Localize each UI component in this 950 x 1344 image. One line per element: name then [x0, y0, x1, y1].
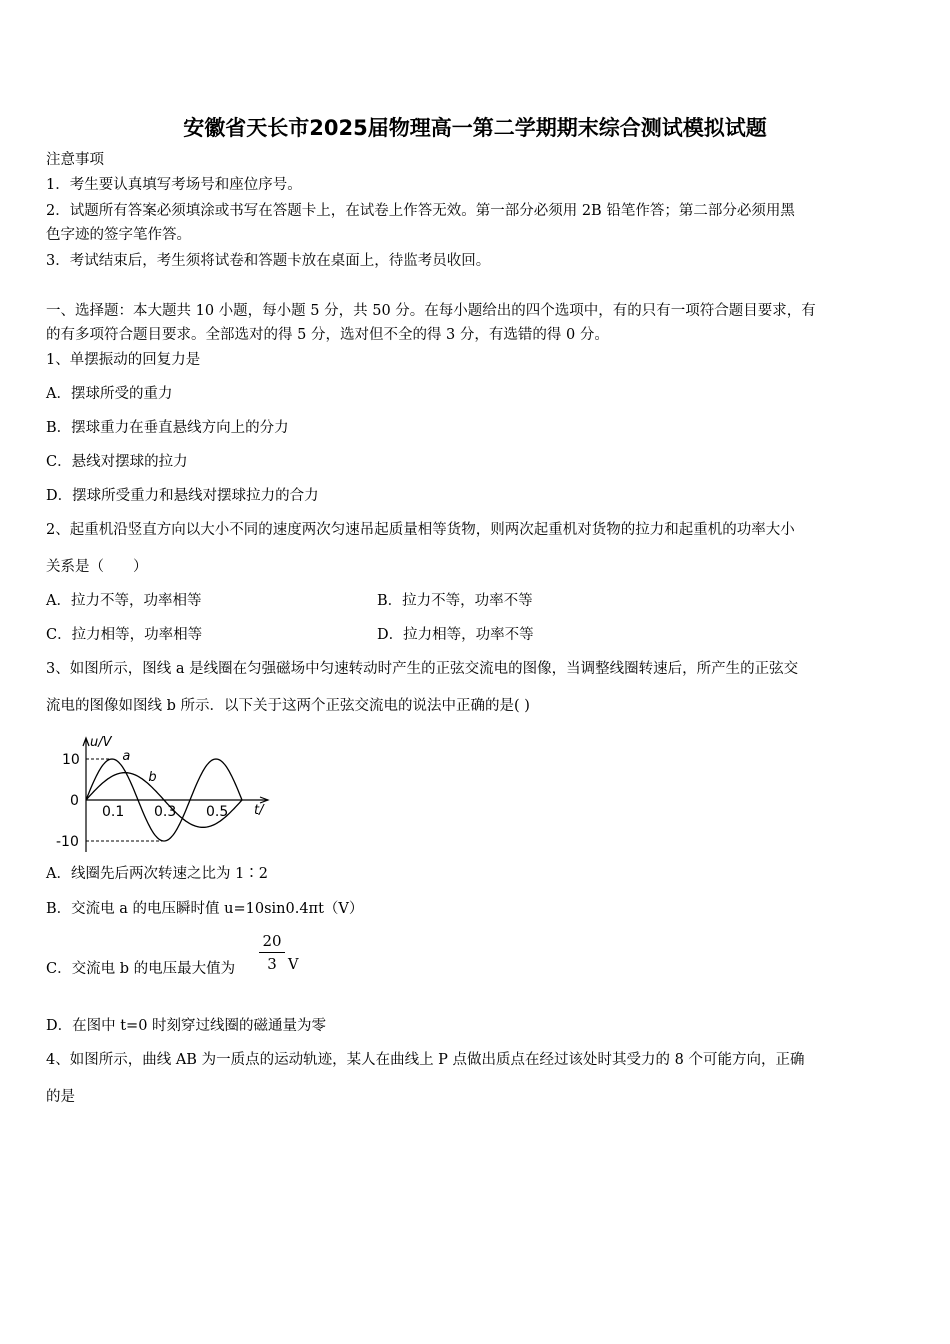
- series-b-label: b: [148, 770, 157, 786]
- q3-option-c-unit: V: [288, 957, 299, 973]
- q3-option-a: A．线圈先后两次转速之比为 1∶2: [46, 866, 269, 882]
- q1-option-b: B．摆球重力在垂直悬线方向上的分力: [46, 420, 289, 436]
- q3-option-d: D．在图中 t=0 时刻穿过线圈的磁通量为零: [46, 1018, 327, 1034]
- q1-option-d: D．摆球所受重力和悬线对摆球拉力的合力: [46, 488, 319, 504]
- notice-heading: 注意事项: [46, 152, 104, 168]
- notice-item-2-line-1: 2．试题所有答案必须填涂或书写在答题卡上，在试卷上作答无效。第一部分必须用 2B 铅笔作答；第二部分必须用黑: [46, 203, 795, 219]
- q3-option-b: B．交流电 a 的电压瞬时值 u=10sin0.4πt（V）: [46, 901, 364, 917]
- sine-wave-chart: [50, 730, 290, 855]
- y-tick-label: 10: [62, 752, 80, 768]
- q1-option-c: C．悬线对摆球的拉力: [46, 454, 188, 470]
- y-tick-label: 0: [70, 793, 79, 809]
- q1-option-a: A．摆球所受的重力: [46, 386, 173, 402]
- page-title: 安徽省天长市2025届物理高一第二学期期末综合测试模拟试题: [183, 116, 767, 140]
- notice-item-3: 3．考试结束后，考生须将试卷和答题卡放在桌面上，待监考员收回。: [46, 253, 491, 269]
- q2-option-c: C．拉力相等，功率相等: [46, 627, 203, 643]
- y-axis-label: u/V: [90, 735, 112, 750]
- q2-option-b: B．拉力不等，功率不等: [377, 593, 533, 609]
- q2-stem-line-1: 2、起重机沿竖直方向以大小不同的速度两次匀速吊起质量相等货物，则两次起重机对货物的拉力和起重机的功率大小: [46, 522, 795, 538]
- q3-stem-line-2: 流电的图像如图线 b 所示．以下关于这两个正弦交流电的说法中正确的是( ): [46, 698, 530, 714]
- section-intro-line-1: 一、选择题：本大题共 10 小题，每小题 5 分，共 50 分。在每小题给出的四个选项中，有的只有一项符合题目要求，有: [46, 303, 816, 319]
- q4-stem-line-2: 的是: [46, 1089, 75, 1105]
- q2-stem-line-2: 关系是（ ）: [46, 559, 148, 575]
- x-tick-label: 0.3: [154, 804, 177, 820]
- x-tick-label: 0.1: [102, 804, 125, 820]
- section-intro-line-2: 的有多项符合题目要求。全部选对的得 5 分，选对但不全的得 3 分，有选错的得 0 分。: [46, 327, 609, 343]
- notice-item-1: 1．考生要认真填写考场号和座位序号。: [46, 177, 302, 193]
- q2-option-a: A．拉力不等，功率相等: [46, 593, 202, 609]
- fraction-denominator: 3: [267, 955, 277, 973]
- y-tick-label: -10: [56, 834, 79, 850]
- q3-option-c-prefix: C．交流电 b 的电压最大值为: [46, 961, 236, 977]
- q4-stem-line-1: 4、如图所示，曲线 AB 为一质点的运动轨迹，某人在曲线上 P 点做出质点在经过该处时其受力的 8 个可能方向，正确: [46, 1052, 805, 1068]
- q1-stem: 1、单摆振动的回复力是: [46, 352, 201, 368]
- q3-stem-line-1: 3、如图所示，图线 a 是线圈在匀强磁场中匀速转动时产生的正弦交流电的图像，当调整线圈转速后，所产生的正弦交: [46, 661, 799, 677]
- fraction-numerator: 20: [259, 932, 285, 953]
- series-a-label: a: [122, 748, 131, 764]
- x-tick-label: 0.5: [206, 804, 229, 820]
- q2-option-d: D．拉力相等，功率不等: [377, 627, 534, 643]
- notice-item-2-line-2: 色字迹的签字笔作答。: [46, 227, 191, 243]
- q3-option-c-fraction: [259, 932, 285, 973]
- x-axis-label: t/: [254, 803, 264, 818]
